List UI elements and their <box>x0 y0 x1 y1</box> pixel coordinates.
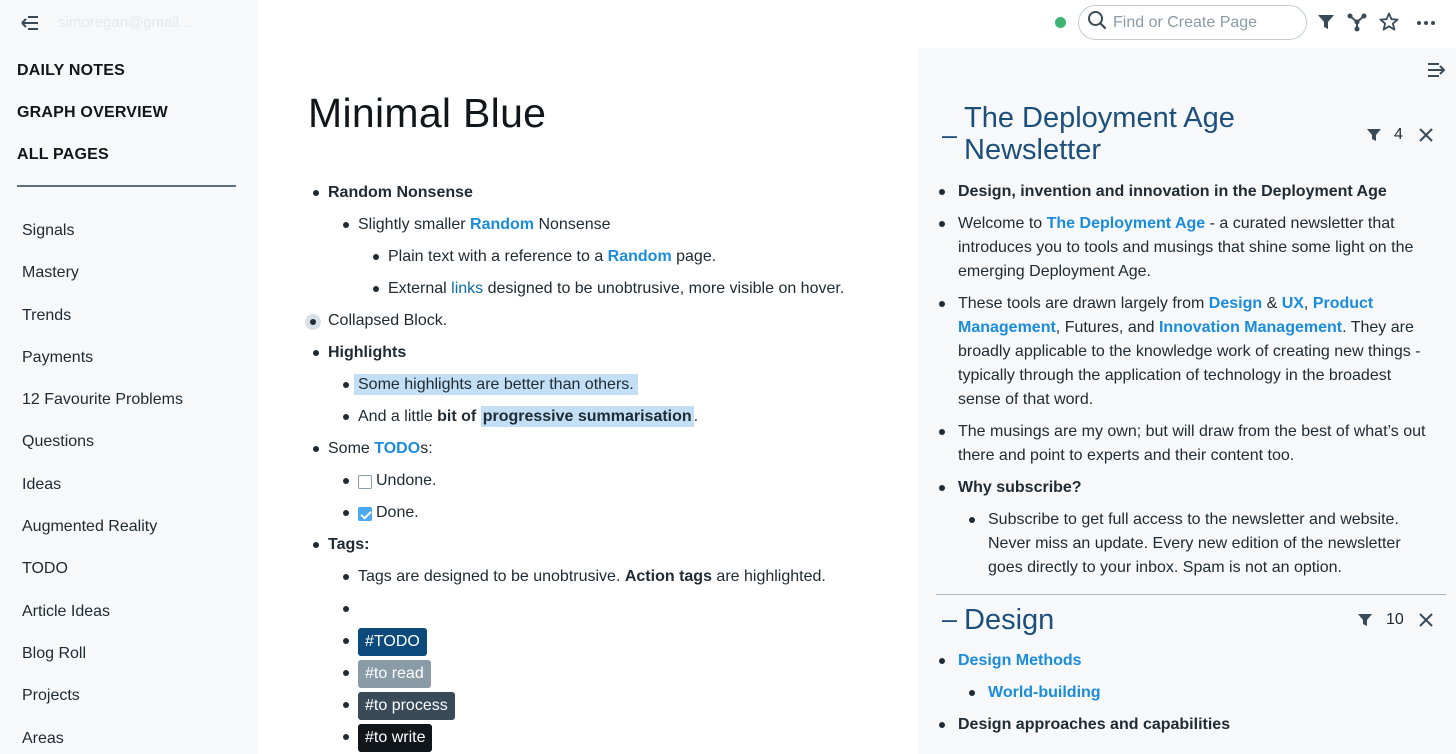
block-bullet[interactable] <box>343 670 349 676</box>
collapse-panel-toggle[interactable]: – <box>942 120 958 150</box>
graph-icon[interactable] <box>1346 12 1366 32</box>
block-highlight-text[interactable] <box>358 374 638 396</box>
shortcut-projects[interactable]: Projects <box>22 687 80 705</box>
search-input[interactable] <box>1113 14 1293 32</box>
block-bullet[interactable] <box>939 429 945 435</box>
collapse-sidebar-icon[interactable] <box>20 14 40 32</box>
collapse-panel-toggle[interactable]: – <box>942 604 958 634</box>
tag-to-read[interactable]: #to read <box>358 660 431 688</box>
external-link[interactable]: links <box>451 280 484 297</box>
collapse-right-sidebar-icon[interactable] <box>1426 61 1446 79</box>
shortcut-blog-roll[interactable]: Blog Roll <box>22 644 87 662</box>
highlight: progressive summarisation <box>482 408 692 425</box>
block-world-building[interactable] <box>988 681 1101 705</box>
tag-to-process[interactable]: #to process <box>358 692 455 720</box>
search-icon <box>1087 10 1107 35</box>
nav-all-pages[interactable]: ALL PAGES <box>17 146 109 163</box>
close-panel-icon[interactable] <box>1418 612 1434 628</box>
shortcut-areas[interactable]: Areas <box>22 729 64 747</box>
tag-random[interactable]: #Random <box>366 600 436 617</box>
page-ref-todo[interactable]: TODO <box>374 440 421 457</box>
block-progressive-summarisation[interactable]: And a little bit of progressive summarisation . <box>358 408 699 425</box>
block-why-subscribe[interactable]: Why subscribe? <box>958 479 1082 496</box>
search-box[interactable] <box>1078 5 1307 40</box>
block-tools[interactable]: These tools are drawn largely from Design & UX, Product Management, Futures, and Innovation Management. They are broadly applicable to the knowledge work of creating new things - typically through the application of technology in the broadest sense of that word. <box>958 295 1421 408</box>
block-bullet[interactable] <box>939 658 945 664</box>
page-title[interactable]: Minimal Blue <box>308 90 547 136</box>
todo-checkbox-checked[interactable] <box>358 507 372 521</box>
block-bullet[interactable] <box>939 722 945 728</box>
block-tag-to-read[interactable] <box>358 660 431 688</box>
more-icon[interactable] <box>1416 12 1436 32</box>
block-bullet[interactable] <box>343 734 349 740</box>
page-ref-design[interactable]: Design <box>1208 295 1263 312</box>
panel-separator <box>936 594 1446 595</box>
sidebar-nav <box>17 60 168 186</box>
block-bullet[interactable] <box>343 510 349 516</box>
shortcut-todo[interactable]: TODO <box>22 560 68 578</box>
block-bullet[interactable] <box>343 414 349 420</box>
block-bullet[interactable] <box>343 638 349 644</box>
panel-filter-icon[interactable] <box>1357 612 1373 628</box>
block-tags-description[interactable]: Tags are designed to be unobtrusive. Action tags are highlighted. <box>358 568 826 585</box>
panel-title-design[interactable]: Design <box>964 604 1055 636</box>
block-welcome[interactable]: Welcome to The Deployment Age - a curated newsletter that introduces you to tools and musings that shine some light on the emerging Deployment Age. <box>958 215 1414 280</box>
block-external-links[interactable]: External links designed to be unobtrusive, more visible on hover. <box>388 280 845 297</box>
page-ref-random[interactable]: Random <box>607 248 672 265</box>
star-icon[interactable] <box>1379 12 1399 32</box>
nav-daily-notes[interactable]: DAILY NOTES <box>17 62 126 79</box>
tag-to-write[interactable]: #to write <box>358 724 432 752</box>
block-musings[interactable]: The musings are my own; but will draw from the best of what’s out there and point to experts and their content too. <box>958 423 1426 464</box>
shortcuts-list <box>22 220 252 754</box>
block-highlights[interactable]: Highlights <box>328 344 407 361</box>
page-ref-product-management[interactable]: Product <box>1312 295 1374 312</box>
sync-status-indicator <box>1055 17 1066 28</box>
user-email: simoregan@gmail... <box>58 14 192 31</box>
block-bullet[interactable] <box>343 606 349 612</box>
page-ref-innovation-management[interactable]: Innovation Management <box>1158 319 1343 336</box>
block-bullet[interactable] <box>343 574 349 580</box>
block-bullet[interactable] <box>313 542 319 548</box>
panel-ref-count: 10 <box>1386 611 1404 628</box>
shortcut-augmented-reality[interactable]: Augmented Reality <box>22 518 158 536</box>
block-bullet[interactable] <box>373 254 379 260</box>
block-bullet[interactable] <box>313 190 319 196</box>
block-subscribe-details[interactable]: Subscribe to get full access to the newsletter and website. Never miss an update. Every new edition of the newsletter goes directly to your inbox. Spam is not an option. <box>988 511 1401 576</box>
shortcut-12-favourite-problems[interactable]: 12 Favourite Problems <box>22 391 183 409</box>
right-sidebar <box>918 48 1456 754</box>
block-slightly-smaller[interactable]: Slightly smaller Random Nonsense <box>358 216 611 233</box>
block-bullet[interactable] <box>343 702 349 708</box>
shortcut-article-ideas[interactable]: Article Ideas <box>22 602 111 620</box>
shortcut-trends[interactable]: Trends <box>22 306 72 324</box>
page-ref-ux[interactable]: UX <box>1281 295 1304 312</box>
highlight: Some highlights are better than others. <box>354 374 638 395</box>
nav-graph-overview[interactable]: GRAPH OVERVIEW <box>17 104 168 121</box>
panel-filter-icon[interactable] <box>1366 127 1382 143</box>
block-tag-to-process[interactable] <box>358 692 455 720</box>
block-collapsed[interactable]: Collapsed Block. <box>328 312 448 329</box>
shortcut-questions[interactable]: Questions <box>22 433 95 451</box>
block-tag-random[interactable] <box>358 598 443 620</box>
block-bullet[interactable] <box>939 221 945 227</box>
left-sidebar <box>0 0 258 754</box>
block-some-todos[interactable]: Some TODOs: <box>328 440 433 457</box>
sidebar-divider <box>17 185 236 187</box>
todo-checkbox-unchecked[interactable] <box>358 475 372 489</box>
block-random-nonsense[interactable]: Random Nonsense <box>328 184 473 201</box>
panel-title-deployment-age[interactable]: The Deployment Age Newsletter <box>964 102 1235 166</box>
block-done[interactable]: Done. <box>376 504 419 521</box>
page-ref-deployment-age[interactable]: The Deployment Age <box>1046 215 1206 232</box>
block-undone[interactable]: Undone. <box>376 472 437 489</box>
block-design-approaches[interactable]: Design approaches and capabilities <box>958 716 1231 733</box>
tag-todo[interactable]: #TODO <box>358 628 427 656</box>
block-bullet[interactable] <box>343 382 349 388</box>
block-tag-to-write[interactable] <box>358 724 432 752</box>
block-bullet[interactable] <box>969 517 975 523</box>
block-bullet[interactable] <box>313 350 319 356</box>
shortcut-signals[interactable]: Signals <box>22 222 75 239</box>
page-ref-product-management[interactable]: Management <box>958 319 1056 336</box>
filter-icon[interactable] <box>1316 12 1336 32</box>
block-tag-todo[interactable] <box>358 628 427 656</box>
block-design-methods[interactable] <box>958 649 1082 673</box>
block-tags[interactable]: Tags: <box>328 536 370 553</box>
block-bullet[interactable] <box>939 189 945 195</box>
page-ref-world-building[interactable]: World-building <box>988 684 1101 701</box>
panel-ref-count: 4 <box>1394 126 1403 143</box>
block-bullet[interactable] <box>373 286 379 292</box>
collapsed-bullet[interactable] <box>305 314 321 330</box>
page-ref-design-methods[interactable]: Design Methods <box>958 652 1082 669</box>
shortcut-payments[interactable]: Payments <box>22 348 94 366</box>
block-bullet[interactable] <box>313 446 319 452</box>
block-plain-text[interactable]: Plain text with a reference to a Random page. <box>388 248 717 265</box>
block-bullet[interactable] <box>969 690 975 696</box>
close-panel-icon[interactable] <box>1418 127 1434 143</box>
block-bullet[interactable] <box>939 485 945 491</box>
block-bullet[interactable] <box>343 478 349 484</box>
page-ref-random[interactable]: Random <box>470 216 535 233</box>
block-bullet[interactable] <box>939 301 945 307</box>
shortcut-ideas[interactable]: Ideas <box>22 475 62 493</box>
block-design-invention[interactable]: Design, invention and innovation in the Deployment Age <box>958 183 1387 200</box>
shortcut-mastery[interactable]: Mastery <box>22 264 79 282</box>
block-bullet[interactable] <box>343 222 349 228</box>
